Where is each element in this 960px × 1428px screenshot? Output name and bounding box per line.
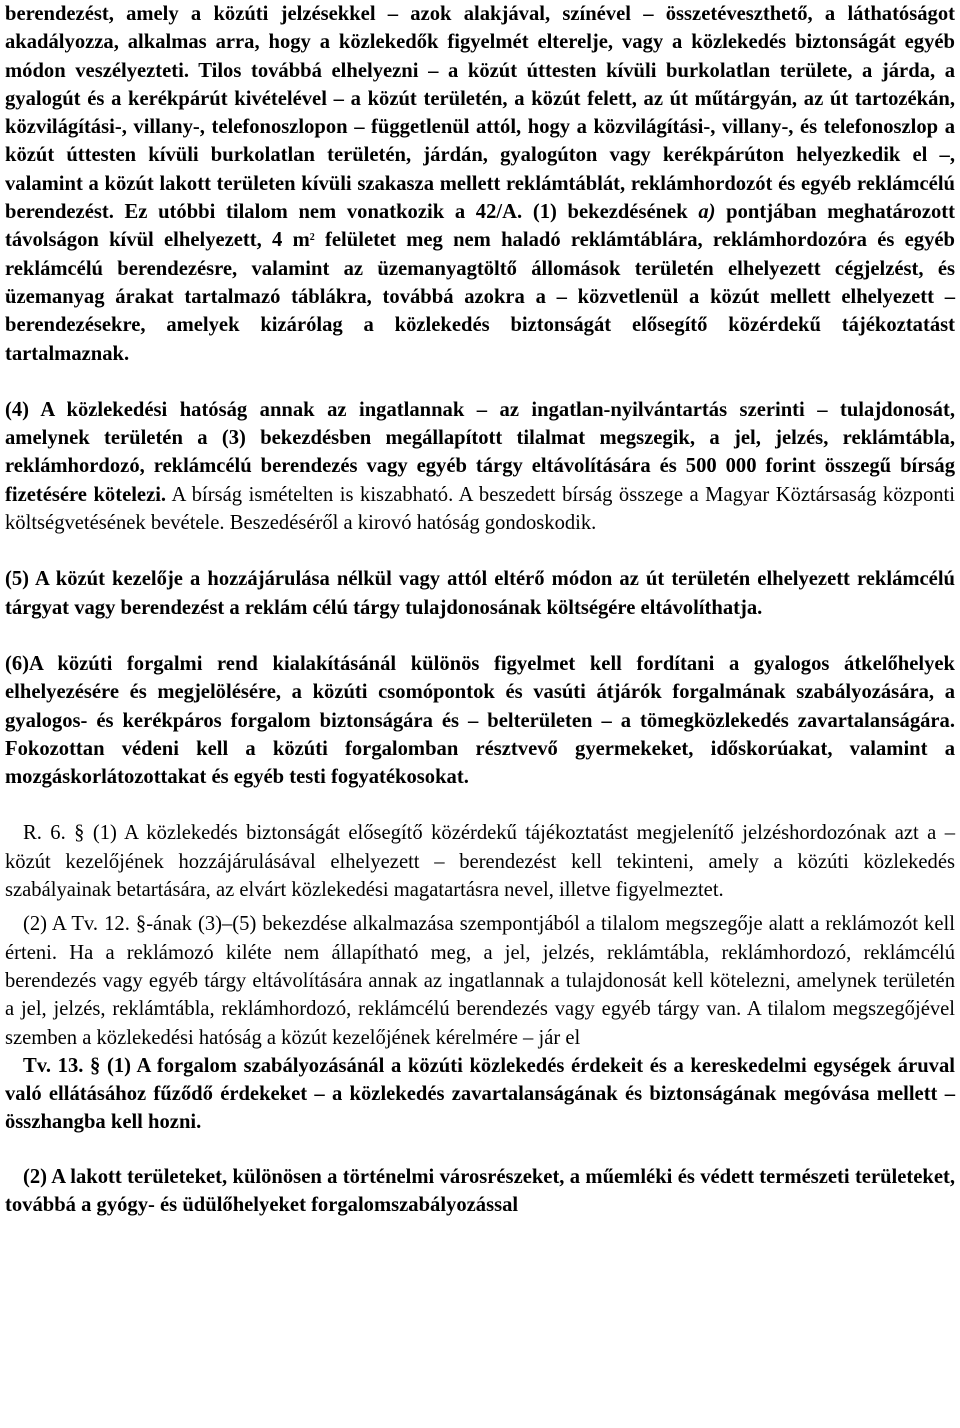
paragraph-4-bold-text: (4) A közlekedési hatóság annak az ingatlannak – az ingatlan-nyilvántartás szerinti – tulajdonosát, amelynek területén a (3) bekezdésben megállapított tilalmat megszegik, a jel, jelzés, reklámtábla, reklámhordozó, reklámcélú berendezés vagy egyéb tárgy eltávolítására és 500 000 forint összegű bírság fizetésére kötelezi. [5, 398, 955, 506]
paragraph-5: (5) A közút kezelője a hozzájárulása nélkül vagy attól eltérő módon az út területén elhelyezett reklámcélú tárgyat vagy berendezést a reklám célú tárgy tulajdonosának költségére eltávolíthatja. [5, 568, 955, 619]
paragraph-3-text-b-post: felületet meg nem haladó reklámtáblára, reklámhordozóra és egyéb reklámcélú berendezésre, valamint az üzemanyagtöltő állomások területén elhelyezett cégjelzést, és üzemanyag árakat tartalmazó táblákra, továbbá azokra a – közvetlenül a közút mellett elhelyezett – berendezésekre, amelyek kizárólag a közlekedés biztonságát elősegítő közérdekű tájékoztatást tartalmaznak. [5, 229, 955, 365]
paragraph-4 [5, 396, 955, 537]
point-letter: a) [698, 201, 716, 224]
regulation-6-paragraph-1: R. 6. § (1) A közlekedés biztonságát elősegítő közérdekű tájékoztatást megjelenítő jelzéshordozónak azt a – közút kezelőjének hozzájárulásával elhelyezett – berendezést kell tekinteni, amely a közúti közlekedés szabályainak betartására, az elvárt közlekedési magatartásra nevel, illetve figyelmeztet. [5, 822, 955, 902]
superscript-2: 2 [309, 232, 315, 244]
act-13-paragraph-2: (2) A lakott területeket, különösen a történelmi városrészeket, a műemléki és védett természeti területeket, továbbá a gyógy- és üdülőhelyeket forgalomszabályozással [5, 1165, 955, 1216]
paragraph-3-text-b-pre: (1) bekezdésének [522, 201, 699, 224]
regulation-6-paragraph-2: (2) A Tv. 12. §-ának (3)–(5) bekezdése alkalmazása szempontjából a tilalom megszegője alatt a reklámozót kell érteni. Ha a reklámozó kiléte nem állapítható meg, a jel, jelzés, reklámtábla, reklámhordozó, reklámcélú berendezés vagy egyéb tárgy eltávolítására annak az ingatlannak a tulajdonosát kell kötelezni, amelynek területén a jel, jelzés, reklámtábla, reklámhordozó, reklámcélú berendezés vagy egyéb tárgy van. A tilalom megszegőjével szemben a közlekedési hatóság a közút kezelőjének kérelmére – jár el [5, 913, 955, 1049]
document-page [5, 0, 955, 1219]
paragraph-6: (6)A közúti forgalmi rend kialakításánál különös figyelmet kell fordítani a gyalogos átkelőhelyek elhelyezésére és megjelölésére, a közúti csomópontok és vasúti átjárók forgalmának szabályozására, a gyalogos- és kerékpáros forgalom biztonságára és – belterületen – a tömegközlekedés zavartalanságára. Fokozottan védeni kell a közúti forgalomban résztvevő gyermekeket, időskorúakat, valamint a mozgáskorlátozottakat és egyéb testi fogyatékosokat. [5, 652, 955, 789]
paragraph-3-text-a: berendezést, amely a közúti jelzésekkel – azok alakjával, színével – összetéveszthető, a láthatóságot akadályozza, alkalmas arra, hogy a közlekedők figyelmét elterelje, vagy a közlekedés biztonságát egyéb módon veszélyezteti. Tilos továbbá elhelyezni – a közút úttesten kívüli burkolatlan területe, a járda, a gyalogút és a kerékpárút kivételével – a közút területén, a közút felett, az út műtárgyán, az út tartozékán, közvilágítási-, villany-, telefonoszlopon – függetlenül attól, hogy a közvilágítási-, villany-, és telefonoszlop a közút úttesten kívüli burkolatlan területén, járdán, gyalogúton vagy kerékpárúton helyezkedik el –, valamint a közút lakott területen kívüli szakasza mellett reklámtáblát, reklámhordozót és egyéb reklámcélú berendezést. Ez utóbbi tilalom nem vonatkozik a 42/A. [5, 3, 955, 224]
act-13-paragraph-1: Tv. 13. § (1) A forgalom szabályozásánál a közúti közlekedés érdekeit és a kereskedelmi egységek áruval való ellátásához fűződő érdekeket – a közlekedés zavartalanságának és biztonságának megóvása mellett – összhangba kell hozni. [5, 1054, 955, 1134]
paragraph-3-text-b-mid: pontjában meghatározott távolságon kívül elhelyezett, 4 m [5, 201, 955, 252]
paragraph-4-regular-text: A bírság ismételten is kiszabható. A beszedett bírság összege a Magyar Köztársaság központi költségvetésének bevétele. Beszedéséről a kirovó hatóság gondoskodik. [5, 483, 955, 535]
paragraph-3-continuation [5, 0, 955, 368]
